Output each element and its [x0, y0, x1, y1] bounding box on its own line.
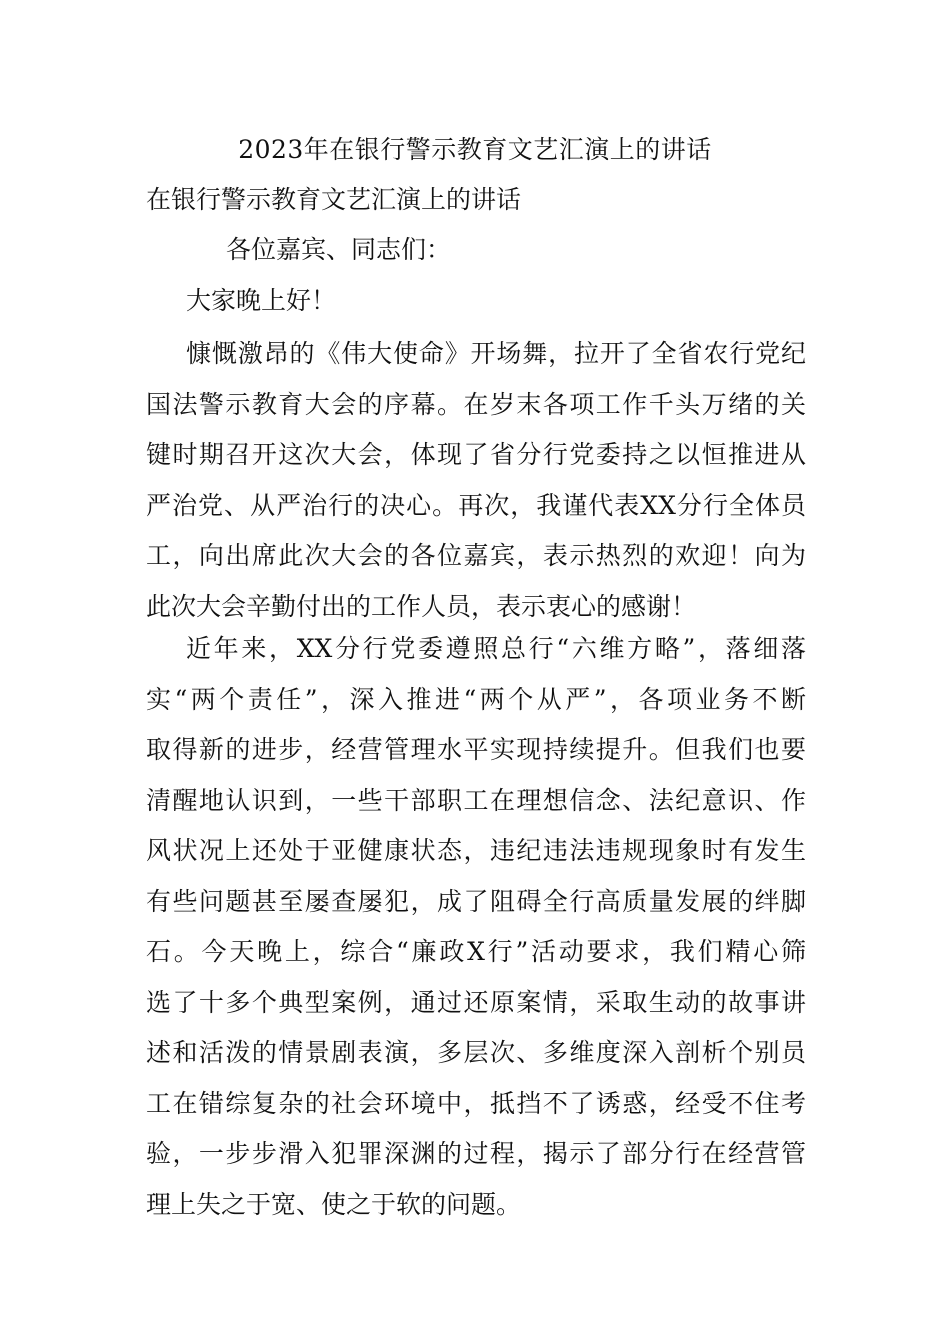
document-subtitle: 在银行警示教育文艺汇演上的讲话 — [146, 185, 522, 214]
greeting: 大家晚上好！ — [186, 286, 337, 315]
paragraph-line: 理上失之于宽、使之于软的问题。 — [146, 1189, 522, 1219]
paragraph-opening — [146, 329, 806, 632]
paragraph-line: 选了十多个典型案例，通过还原案情，采取生动的故事讲 — [146, 987, 806, 1017]
document-title: 2023年在银行警示教育文艺汇演上的讲话 — [238, 135, 712, 164]
paragraph-line: 实“两个责任”，深入推进“两个从严”，各项业务不断 — [146, 684, 806, 714]
paragraph-line: 工在错综复杂的社会环境中，抵挡不了诱惑，经受不住考 — [146, 1088, 806, 1118]
paragraph-line: 有些问题甚至屡查屡犯，成了阻碍全行高质量发展的绊脚 — [146, 886, 806, 916]
paragraph-line: 风状况上还处于亚健康状态，违纪违法违规现象时有发生 — [146, 836, 806, 865]
paragraph-line: 述和活泼的情景剧表演，多层次、多维度深入剖析个别员 — [146, 1038, 806, 1067]
paragraph-line: 慷慨激昂的《伟大使命》开场舞，拉开了全省农行党纪 — [186, 339, 806, 368]
paragraph-line: 工，向出席此次大会的各位嘉宾，表示热烈的欢迎！向为 — [146, 541, 806, 570]
paragraph-line: 键时期召开这次大会，体现了省分行党委持之以恒推进从 — [146, 440, 806, 469]
paragraph-line: 石。今天晚上，综合“廉政X行”活动要求，我们精心筛 — [146, 937, 806, 966]
paragraph-line: 严治党、从严治行的决心。再次，我谨代表XX分行全体员 — [146, 490, 806, 520]
paragraph-line: 验，一步步滑入犯罪深渊的过程，揭示了部分行在经营管 — [146, 1139, 806, 1168]
paragraph-line: 近年来，XX分行党委遵照总行“六维方略”，落细落 — [186, 634, 806, 663]
salutation: 各位嘉宾、同志们： — [226, 235, 452, 264]
paragraph-line: 清醒地认识到，一些干部职工在理想信念、法纪意识、作 — [146, 785, 806, 815]
paragraph-line: 此次大会辛勤付出的工作人员，表示衷心的感谢！ — [146, 591, 697, 621]
paragraph-line: 国法警示教育大会的序幕。在岁末各项工作千头万绪的关 — [146, 389, 806, 419]
paragraph-recent-years — [146, 624, 806, 1230]
paragraph-line: 取得新的进步，经营管理水平实现持续提升。但我们也要 — [146, 735, 806, 764]
